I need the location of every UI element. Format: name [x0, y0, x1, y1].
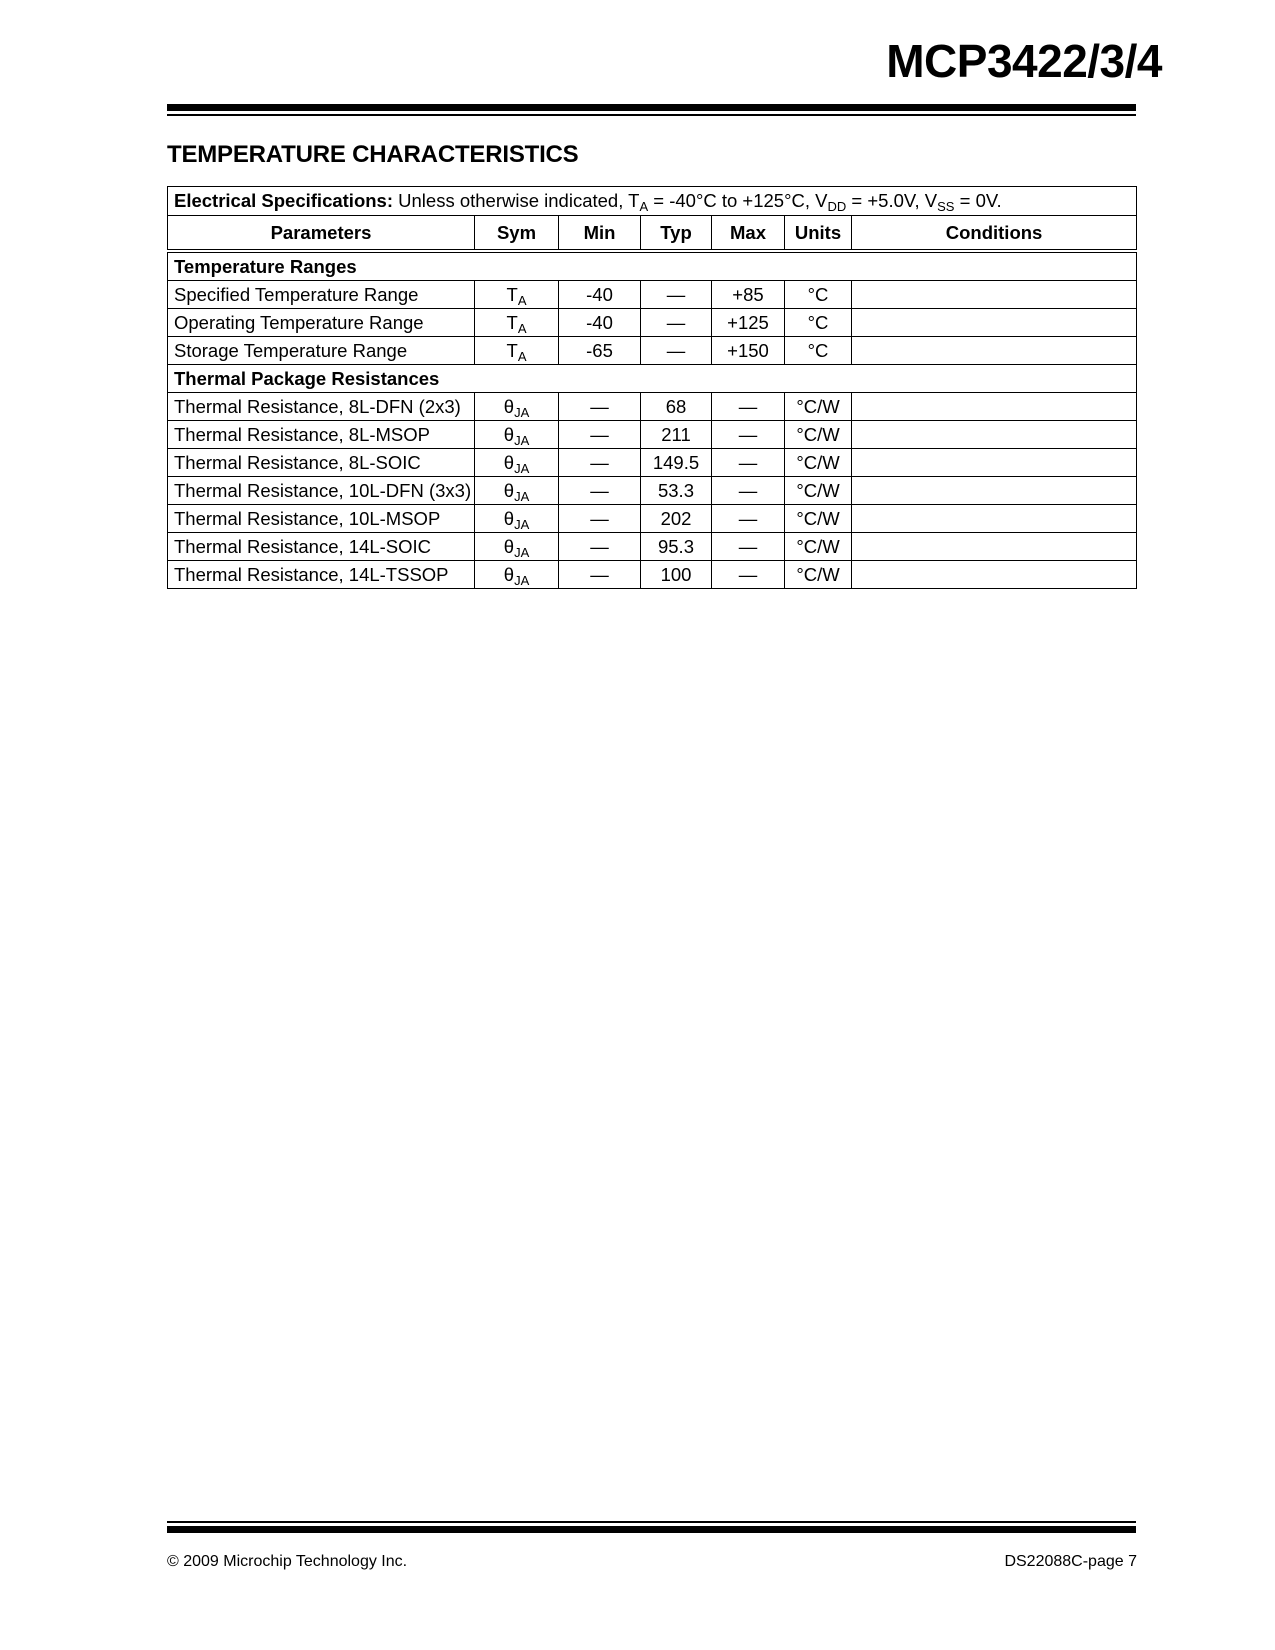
cell-min: — [559, 421, 641, 449]
column-header-sym: Sym [475, 216, 559, 252]
column-header-min: Min [559, 216, 641, 252]
symbol-main: T [506, 284, 518, 305]
symbol-main: θ [503, 452, 515, 473]
cell-parameter: Thermal Resistance, 10L-DFN (3x3) [168, 477, 475, 505]
cell-typ: 211 [641, 421, 712, 449]
cell-units: °C/W [785, 477, 852, 505]
symbol-subscript: JA [514, 573, 530, 588]
cell-min: — [559, 477, 641, 505]
cell-parameter: Thermal Resistance, 8L-SOIC [168, 449, 475, 477]
group-row [168, 251, 1137, 281]
cell-max: — [712, 393, 785, 421]
column-header-conditions: Conditions [852, 216, 1137, 252]
column-header-units: Units [785, 216, 852, 252]
table-row [168, 561, 1137, 589]
cell-symbol [475, 393, 559, 421]
table-row [168, 449, 1137, 477]
spec-note-sub: SS [937, 199, 955, 214]
cell-max: — [712, 561, 785, 589]
cell-typ: 202 [641, 505, 712, 533]
footer-copyright: © 2009 Microchip Technology Inc. [167, 1553, 408, 1570]
spec-note-label: Electrical Specifications: [174, 190, 394, 211]
column-header-parameters: Parameters [168, 216, 475, 252]
spec-note-text: Unless otherwise indicated, T [393, 190, 640, 211]
group-title: Thermal Package Resistances [168, 365, 1137, 393]
cell-min: -65 [559, 337, 641, 365]
symbol-main: θ [503, 508, 515, 529]
cell-conditions [852, 561, 1137, 589]
symbol-main: θ [503, 396, 515, 417]
cell-min: — [559, 561, 641, 589]
symbol-subscript: A [517, 349, 527, 364]
cell-min: — [559, 533, 641, 561]
cell-conditions [852, 309, 1137, 337]
cell-max: +125 [712, 309, 785, 337]
cell-units: °C/W [785, 561, 852, 589]
cell-symbol [475, 477, 559, 505]
cell-parameter: Operating Temperature Range [168, 309, 475, 337]
cell-min: -40 [559, 309, 641, 337]
cell-conditions [852, 533, 1137, 561]
footer-page-number: DS22088C-page 7 [1004, 1553, 1137, 1570]
cell-conditions [852, 337, 1137, 365]
group-title: Temperature Ranges [168, 251, 1137, 281]
cell-parameter: Thermal Resistance, 8L-MSOP [168, 421, 475, 449]
cell-conditions [852, 505, 1137, 533]
cell-max: +150 [712, 337, 785, 365]
cell-symbol [475, 281, 559, 309]
section-title: TEMPERATURE CHARACTERISTICS [167, 141, 579, 168]
cell-units: °C/W [785, 533, 852, 561]
group-row [168, 365, 1137, 393]
header-row [168, 216, 1137, 252]
cell-parameter: Thermal Resistance, 10L-MSOP [168, 505, 475, 533]
cell-typ: — [641, 281, 712, 309]
cell-units: °C/W [785, 393, 852, 421]
symbol-main: θ [503, 564, 515, 585]
cell-parameter: Thermal Resistance, 8L-DFN (2x3) [168, 393, 475, 421]
symbol-main: θ [503, 424, 515, 445]
cell-max: — [712, 533, 785, 561]
table-row [168, 505, 1137, 533]
symbol-main: θ [503, 480, 515, 501]
table-row [168, 281, 1137, 309]
cell-units: °C [785, 281, 852, 309]
cell-typ: 149.5 [641, 449, 712, 477]
header-rule-thick [167, 104, 1136, 111]
cell-max: — [712, 449, 785, 477]
symbol-subscript: JA [514, 461, 530, 476]
cell-symbol [475, 421, 559, 449]
table-row [168, 393, 1137, 421]
cell-conditions [852, 421, 1137, 449]
cell-max: — [712, 505, 785, 533]
symbol-subscript: A [517, 321, 527, 336]
cell-symbol [475, 533, 559, 561]
cell-typ: 95.3 [641, 533, 712, 561]
cell-units: °C/W [785, 421, 852, 449]
symbol-subscript: JA [514, 545, 530, 560]
spec-note-text: = 0V. [954, 190, 1002, 211]
footer-rule-thick [167, 1526, 1136, 1533]
cell-typ: — [641, 309, 712, 337]
header-rule-thin [167, 114, 1136, 116]
table-row [168, 309, 1137, 337]
cell-min: — [559, 505, 641, 533]
cell-conditions [852, 393, 1137, 421]
cell-max: — [712, 421, 785, 449]
symbol-main: T [506, 312, 518, 333]
spec-note-text: = +5.0V, V [846, 190, 938, 211]
cell-symbol [475, 309, 559, 337]
cell-symbol [475, 337, 559, 365]
cell-units: °C [785, 337, 852, 365]
footer-rule-thin [167, 1521, 1136, 1523]
symbol-subscript: JA [514, 405, 530, 420]
cell-conditions [852, 449, 1137, 477]
cell-max: — [712, 477, 785, 505]
spec-note-text: = -40°C to +125°C, V [648, 190, 828, 211]
cell-parameter: Specified Temperature Range [168, 281, 475, 309]
symbol-subscript: A [517, 293, 527, 308]
table-row [168, 337, 1137, 365]
cell-units: °C/W [785, 505, 852, 533]
cell-typ: — [641, 337, 712, 365]
spec-note-sub: DD [827, 199, 847, 214]
column-header-typ: Typ [641, 216, 712, 252]
symbol-subscript: JA [514, 489, 530, 504]
table-row [168, 421, 1137, 449]
cell-parameter: Storage Temperature Range [168, 337, 475, 365]
symbol-subscript: JA [514, 433, 530, 448]
cell-parameter: Thermal Resistance, 14L-SOIC [168, 533, 475, 561]
cell-min: — [559, 449, 641, 477]
table-row [168, 533, 1137, 561]
spec-note-sub: A [639, 199, 649, 214]
cell-min: -40 [559, 281, 641, 309]
table-row [168, 477, 1137, 505]
cell-symbol [475, 449, 559, 477]
symbol-subscript: JA [514, 517, 530, 532]
cell-max: +85 [712, 281, 785, 309]
cell-typ: 68 [641, 393, 712, 421]
cell-units: °C [785, 309, 852, 337]
cell-symbol [475, 505, 559, 533]
cell-min: — [559, 393, 641, 421]
spec-note-row [168, 187, 1137, 216]
cell-conditions [852, 281, 1137, 309]
cell-parameter: Thermal Resistance, 14L-TSSOP [168, 561, 475, 589]
cell-units: °C/W [785, 449, 852, 477]
cell-conditions [852, 477, 1137, 505]
symbol-main: θ [503, 536, 515, 557]
spec-note [168, 187, 1137, 216]
symbol-main: T [506, 340, 518, 361]
column-header-max: Max [712, 216, 785, 252]
temperature-characteristics-table [167, 186, 1137, 589]
cell-typ: 53.3 [641, 477, 712, 505]
document-title: MCP3422/3/4 [886, 35, 1162, 87]
cell-typ: 100 [641, 561, 712, 589]
cell-symbol [475, 561, 559, 589]
